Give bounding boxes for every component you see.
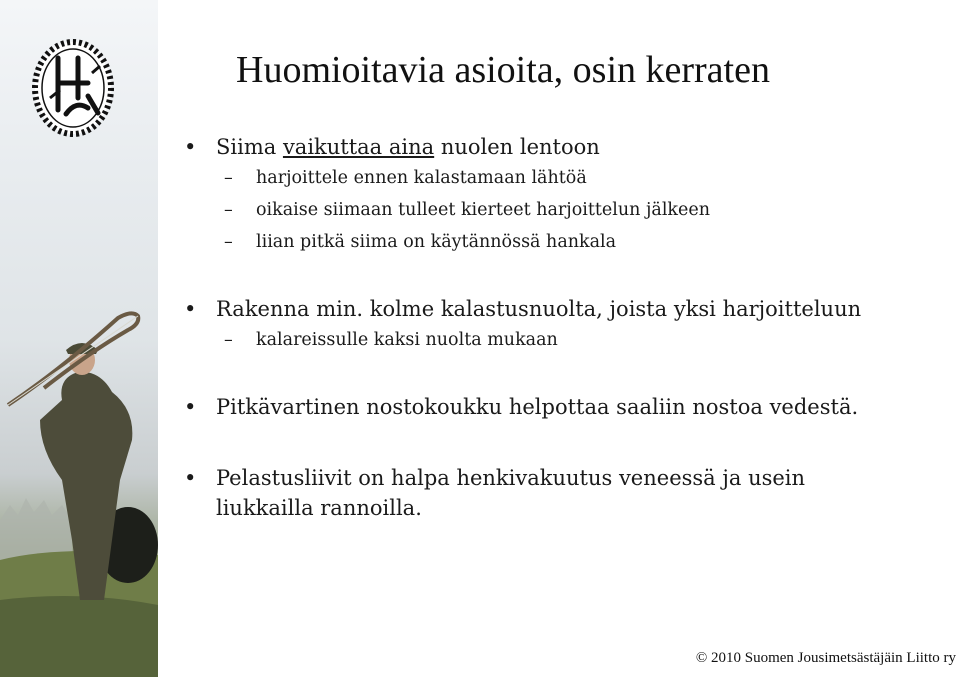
bullet-item <box>184 294 904 324</box>
bullet-text: Rakenna min. kolme kalastusnuolta, joista yksi harjoitteluun <box>216 297 862 321</box>
dash-symbol: – <box>224 330 233 350</box>
bullet-symbol: • <box>184 297 197 321</box>
sub-bullet-text: liian pitkä siima on käytännössä hankala <box>256 232 617 252</box>
copyright-footer: © 2010 Suomen Jousimetsästäjäin Liitto ry <box>695 650 956 666</box>
dash-symbol: – <box>224 232 233 252</box>
bullet-text-pre: Siima <box>216 135 283 159</box>
sub-bullet-text: oikaise siimaan tulleet kierteet harjoittelun jälkeen <box>256 200 711 220</box>
sub-bullet-item <box>184 324 904 356</box>
sub-bullet-item <box>184 162 904 194</box>
bullet-symbol: • <box>184 135 197 159</box>
bullet-symbol: • <box>184 395 197 419</box>
bullet-text: Pitkävartinen nostokoukku helpottaa saaliin nostoa vedestä. <box>216 395 859 419</box>
dash-symbol: – <box>224 200 233 220</box>
bullet-symbol: • <box>184 466 197 490</box>
slide-title: Huomioitavia asioita, osin kerraten <box>236 49 770 91</box>
association-logo <box>30 38 116 138</box>
bullet-text-underlined: vaikuttaa aina <box>282 135 435 159</box>
bullet-item <box>184 392 904 422</box>
dash-symbol: – <box>224 168 233 188</box>
bullet-text-line: liukkailla rannoilla. <box>216 496 422 520</box>
bullet-item <box>184 463 904 523</box>
sub-bullet-item <box>184 226 904 258</box>
sub-bullet-text: harjoittele ennen kalastamaan lähtöä <box>256 168 587 188</box>
bullet-item <box>184 132 904 162</box>
bullet-text-post: nuolen lentoon <box>434 135 600 159</box>
sub-bullet-text: kalareissulle kaksi nuolta mukaan <box>256 330 558 350</box>
sub-bullet-item <box>184 194 904 226</box>
bullet-list <box>184 128 904 520</box>
bullet-text-line: Pelastusliivit on halpa henkivakuutus veneessä ja usein <box>216 466 806 490</box>
